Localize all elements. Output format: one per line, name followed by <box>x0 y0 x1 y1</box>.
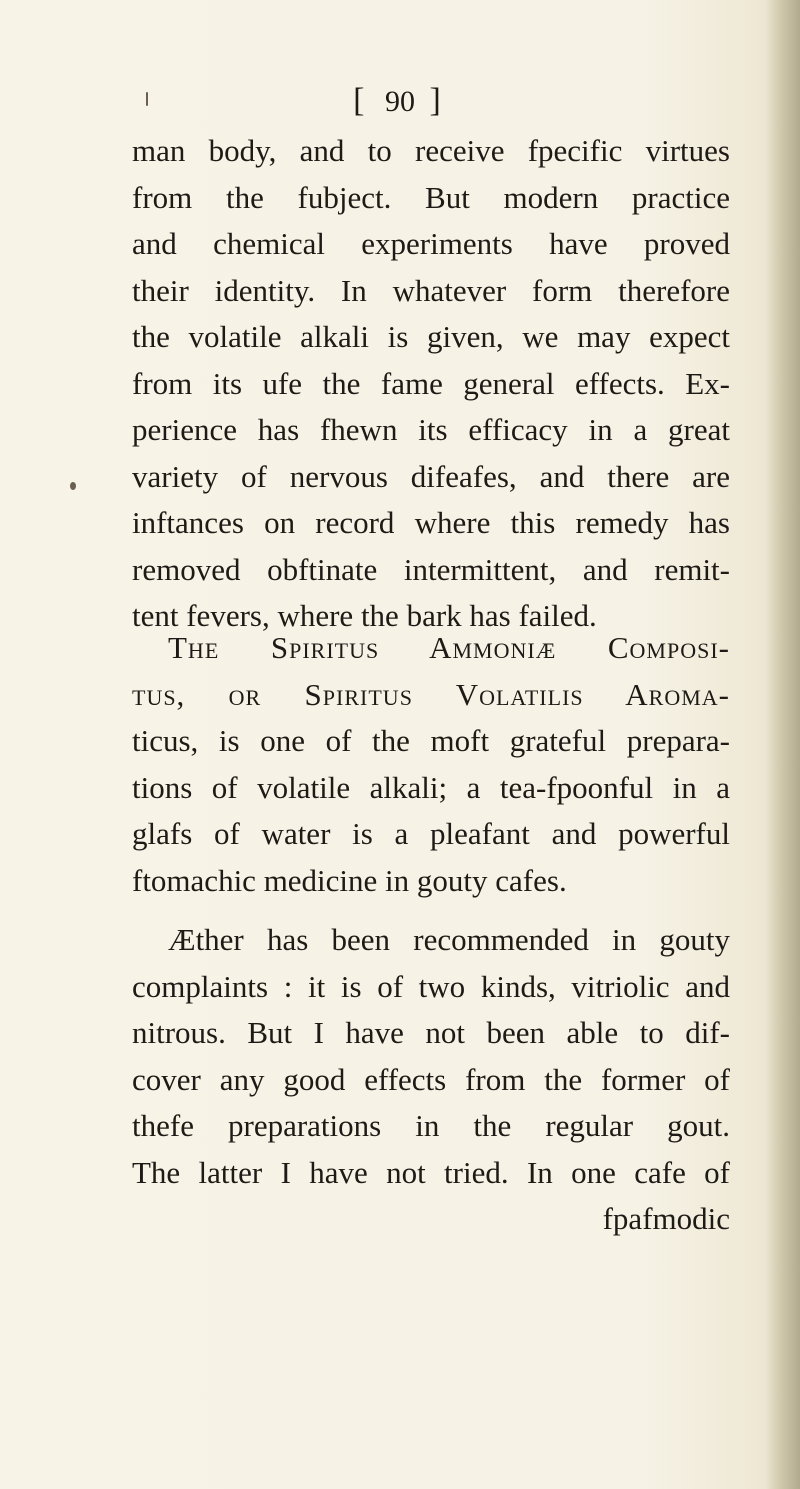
paragraph-spiritus-ammoniae <box>132 625 730 904</box>
text-line: removed obftinate intermittent, and remit- <box>132 551 730 587</box>
text-line: the volatile alkali is given, we may expect <box>132 319 730 354</box>
header-bracket-close: ] <box>429 82 447 119</box>
catchword: fpafmodic <box>602 1201 730 1236</box>
text-line: Æther has been recommended in gouty <box>168 922 730 957</box>
text-line: variety of nervous difeafes, and there are <box>132 458 730 494</box>
page-number-header <box>0 82 800 120</box>
ink-speck <box>146 92 148 106</box>
text-line: and chemical experiments have proved <box>132 226 730 261</box>
text-line: ftomachic medicine in gouty cafes. <box>132 862 567 898</box>
page-number: 90 <box>385 85 415 118</box>
text-line: The Spiritus Ammoniæ Composi- <box>168 630 730 665</box>
text-line: tent fevers, where the bark has failed. <box>132 598 597 633</box>
ink-speck <box>70 482 76 490</box>
header-bracket-open: [ <box>353 82 371 119</box>
text-line: from its ufe the fame general effects. Ex- <box>132 365 730 401</box>
text-line: perience has fhewn its efficacy in a great <box>132 412 730 447</box>
text-line: their identity. In whatever form therefore <box>132 272 730 308</box>
text-line: nitrous. But I have not been able to dif- <box>132 1015 730 1050</box>
text-line: from the fubject. But modern practice <box>132 179 730 215</box>
text-line: tus, or Spiritus Volatilis Aroma- <box>132 676 730 712</box>
text-line: tions of volatile alkali; a tea-fpoonful in a <box>132 769 730 805</box>
text-line: complaints : it is of two kinds, vitriolic and <box>132 968 730 1004</box>
text-line: cover any good effects from the former of <box>132 1061 730 1097</box>
text-line: thefe preparations in the regular gout. <box>132 1108 730 1143</box>
text-line: man body, and to receive fpecific virtues <box>132 133 730 168</box>
paragraph-volatile-alkali <box>132 128 730 640</box>
text-line: inftances on record where this remedy has <box>132 505 730 540</box>
paragraph-aether <box>132 917 730 1243</box>
page-edge-shadow <box>766 0 800 1489</box>
text-line: ticus, is one of the moft grateful prepara- <box>132 723 730 758</box>
text-line: glafs of water is a pleafant and powerful <box>132 816 730 851</box>
text-line: The latter I have not tried. In one cafe of <box>132 1154 730 1190</box>
